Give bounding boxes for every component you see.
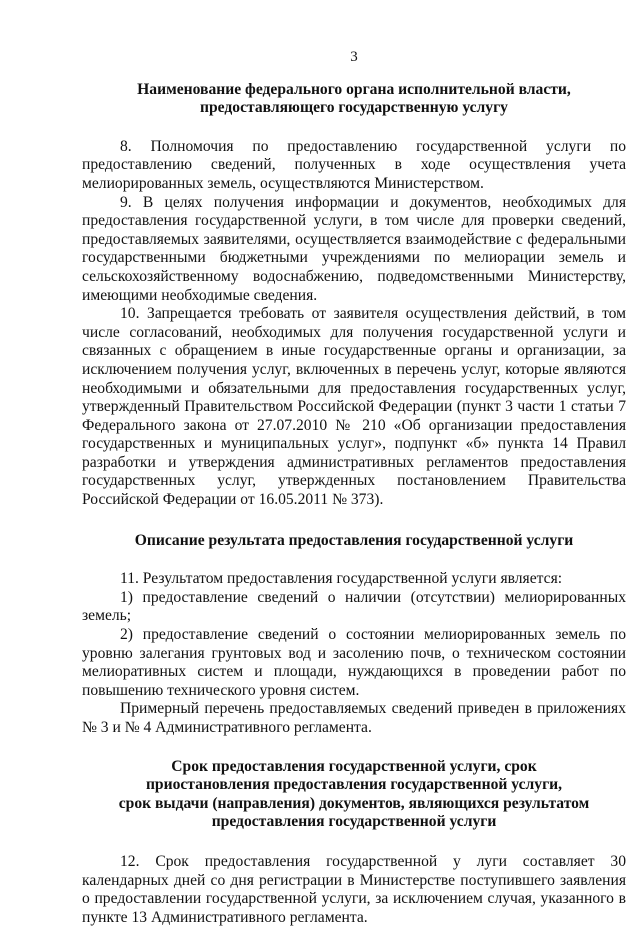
paragraph-10: 10. Запрещается требовать от заявителя осуществления действий, в том числе согласований, необходимых для получения государственной услуги и связанных с обращением в иные государственные органы и организации, за исключением получения услуг, включенных в перечень услуг, которые являются необходимыми и обязательными для предоставления государственных услуг, утвержденный Правительством Российской Федерации (пункт 3 части 1 статьи 7 Федерального закона от 27.07.2010 № 210 «Об организации предоставления государственных и муниципальных услуг», подпункт «б» пункта 14 Правил разработки и утверждения административных регламентов предоставления государственных услуг, утвержденных постановлением Правительства Российской Федерации от 16.05.2011 № 373). xyxy=(82,305,626,509)
page-number: 3 xyxy=(350,49,358,65)
heading-line: Наименование федерального органа исполнительной власти, xyxy=(137,80,571,98)
paragraph-sample-list: Примерный перечень предоставляемых сведений приведен в приложениях № 3 и № 4 Административного регламента. xyxy=(82,700,626,736)
paragraph-11: 11. Результатом предоставления государственной услуги является: xyxy=(120,570,563,588)
paragraph-8: 8. Полномочия по предоставлению государственной услуги по предоставлению сведений, полученных в ходе осуществления учета мелиорированных земель, осуществляются Министерством. xyxy=(82,137,626,192)
heading-line: срок выдачи (направления) документов, являющихся результатом xyxy=(118,794,590,812)
heading-line: приостановления предоставления государственной услуги, xyxy=(145,776,563,794)
paragraph-9: 9. В целях получения информации и документов, необходимых для предоставления государственной услуги, в том числе для проверки сведений, предоставляемых заявителями, осуществляется взаимодействие с федеральными государственными бюджетными учреждениями по мелиорации земель и сельскохозяйственному водоснабжению, подведомственными Министерству, имеющими необходимые сведения. xyxy=(82,193,626,304)
document-page xyxy=(82,48,626,927)
heading-line: Срок предоставления государственной услуги, срок xyxy=(171,757,537,775)
list-item-2: 2) предоставление сведений о состоянии мелиорированных земель по уровню залегания грунтовых вод и засолению почв, о техническом состоянии мелиоративных систем и площади, нуждающихся в проведении работ по повышению технического уровня систем. xyxy=(82,626,626,699)
section-heading-service-terms xyxy=(82,758,626,832)
heading-line: предоставляющего государственную услугу xyxy=(200,99,508,117)
heading-line: Описание результата предоставления государственной услуги xyxy=(134,531,574,549)
paragraph-12: 12. Срок предоставления государственной у луги составляет 30 календарных дней со дня регистрации в Министерстве поступившего заявления о предоставлении государственной услуги, за исключением случая, указанного в пункте 13 Административного регламента. xyxy=(82,852,626,926)
heading-line: предоставления государственной услуги xyxy=(211,813,497,831)
section-heading-executive-authority xyxy=(82,81,626,118)
list-item-1: 1) предоставление сведений о наличии (отсутствии) мелиорированных земель; xyxy=(82,588,626,625)
section-heading-service-result xyxy=(82,532,626,551)
